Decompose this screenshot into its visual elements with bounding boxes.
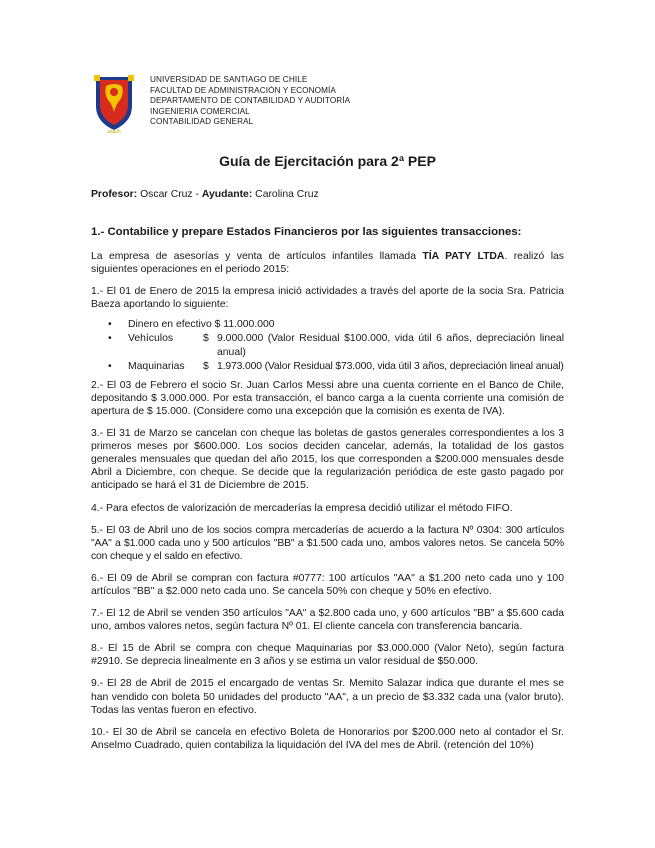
asset-currency: $ [203,360,209,372]
document-title: Guía de Ejercitación para 2ª PEP [219,153,436,169]
asset-value: 1.973.000 (Valor Residual $73.000, vida útil 3 años, depreciación lineal anual) [217,360,564,372]
assistant-name: Carolina Cruz [252,189,319,200]
university-logo [92,74,136,134]
intro-text-end: . realizó las siguientes operaciones en el periodo 2015: [91,251,565,276]
transaction-1: 1.- El 01 de Enero de 2015 la empresa inició actividades a través del aporte de la socia Sra. Patricia Baeza aportando lo siguiente: [91,286,564,311]
asset-value: 9.000.000 (Valor Residual $100.000, vida útil 6 años, depreciación lineal anual) [217,333,564,358]
transaction-5: 5.- El 03 de Abril uno de los socios compra mercaderías de acuerdo a la factura Nº 0304: 300 artículos "AA" a $1.000 cada uno y 500 artículos "BB" a $1.500 cada uno, ambos valores netos. Se cancela 50% con cheque y el saldo en efectivo. [91,524,564,562]
intro-paragraph [91,250,564,276]
asset-value: $ 11.000.000 [214,319,275,331]
transaction-6: 6.- El 09 de Abril se compran con factura #0777: 100 artículos "AA" a $1.200 neto cada uno y 100 artículos "BB" a $2.000 neto cada uno. Se cancela 50% con cheque y 50% en efectivo. [91,572,564,597]
transaction-7: 7.- El 12 de Abril se venden 350 artículos "AA" a $2.800 cada uno, y 600 artículos "BB" a $5.600 cada uno, ambos valores netos, según factura Nº 01. El cliente cancela con transferencia bancaria. [91,608,564,633]
transaction-9: 9.- El 28 de Abril de 2015 el encargado de ventas Sr. Memito Salazar indica que durante el mes se han vendido con boleta 50 unidades del producto "AA", a un precio de $3.332 cada una (valor bruto). Todas las ventas fueron en efectivo. [91,678,564,716]
section-title: 1.- Contabilice y prepare Estados Financieros por las siguientes transacciones: [91,226,522,238]
asset-name: Vehículos [128,333,174,345]
asset-item [91,318,564,331]
staff-line [91,189,319,200]
bullet: • [108,333,112,345]
transaction-8: 8.- El 15 de Abril se compra con cheque Maquinarias por $3.000.000 (Valor Neto), según factura #2910. Se deprecia linealmente en 3 años y se estima un valor residual de $50.000. [91,643,564,668]
institution-line: INGENIERIA COMERCIAL [150,106,250,116]
transaction-10: 10.- El 30 de Abril se cancela en efectivo Boleta de Honorarios por $200.000 neto al contador el Sr. Anselmo Cuadrado, quien contabiliza la liquidación del IVA del mes de Abril. (retención del 10%) [91,726,564,751]
asset-currency: $ [203,333,209,345]
company-name: TÍA PATY LTDA [422,251,505,262]
institution-line: CONTABILIDAD GENERAL [150,117,254,127]
bullet: • [108,319,112,331]
transaction-4: 4.- Para efectos de valorización de mercaderías la empresa decidió utilizar el método FIFO. [91,502,513,514]
assistant-label: Ayudante: [201,189,253,200]
institution-line: UNIVERSIDAD DE SANTIAGO DE CHILE [150,75,308,84]
institution-line: DEPARTAMENTO DE CONTABILIDAD Y AUDITORÍA [150,96,351,106]
exercise-content [91,250,564,761]
institution-line: FACULTAD DE ADMINISTRACIÓN Y ECONOMÍA [150,85,336,95]
transaction-2: 2.- El 03 de Febrero el socio Sr. Juan Carlos Messi abre una cuenta corriente en el Banco de Chile, depositando $ 3.000.000. Por esta transacción, el banco carga a la cuenta corriente una comisión de apertura de $ 15.000. (Considere como una excepción que la comisión es exenta de IVA). [91,379,564,417]
institution-header [150,75,350,128]
staff-separator: - [192,189,202,200]
asset-list [91,318,564,372]
professor-name: Oscar Cruz [137,189,193,200]
asset-name: Dinero en efectivo [128,319,212,331]
bullet: • [108,360,112,372]
intro-text: La empresa de asesorías y venta de artículos infantiles llamada [91,251,423,262]
asset-item [91,360,564,373]
asset-item [91,332,564,358]
professor-label: Profesor: [91,189,138,200]
logo-caption: usach [107,129,121,134]
asset-name: Maquinarias [128,360,185,372]
transaction-3: 3.- El 31 de Marzo se cancelan con cheque las boletas de gastos generales correspondientes a los 3 primeros meses por $600.000. Los socios deciden cancelar, además, la totalidad de los gastos generales mensuales que quedan del año 2015, los que corresponden a $200.000 mensuales desde Abril a Diciembre, con cheque. Se decide que la regularización periódica de este gasto pagado por anticipado se hará el 31 de Diciembre de 2015. [91,428,564,492]
